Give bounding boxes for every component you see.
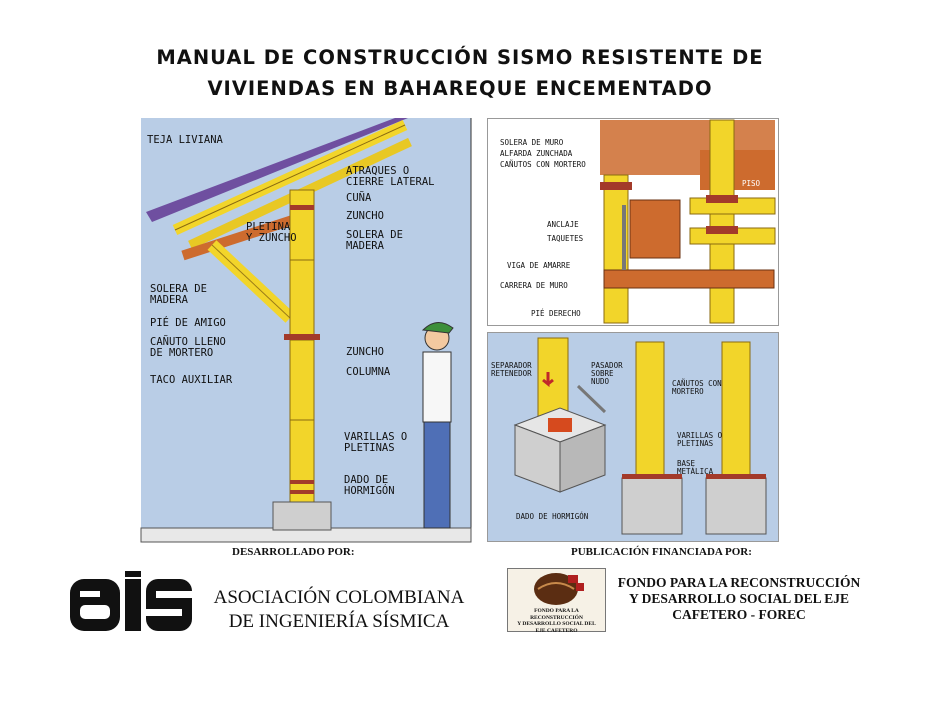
label-base-metalica: [677, 460, 713, 476]
title-line-2: VIVIENDAS EN BAHAREQUE ENCEMENTADO: [207, 77, 713, 100]
label-solera-right-line-2: MADERA: [346, 240, 384, 252]
label-platina-line-2: Y ZUNCHO: [246, 232, 297, 244]
label-pasador: [591, 362, 623, 386]
label-canutos-con-mortero: [672, 380, 722, 396]
forec-caption-line-3: EJE CAFETERO: [535, 627, 578, 634]
forec-caption-line-1: FONDO PARA LA RECONSTRUCCIÓN: [530, 608, 583, 621]
forec-name: [604, 575, 874, 623]
developed-by-label: DESARROLLADO POR:: [232, 546, 355, 558]
label-varillas-br-line-2: PLETINAS: [677, 439, 714, 448]
forec-name-line-3: CAFETERO - FOREC: [672, 607, 806, 622]
label-varillas-line-2: PLETINAS: [344, 442, 395, 454]
ais-name-line-2: DE INGENIERÍA SÍSMICA: [228, 611, 450, 632]
label-pasador-line-3: NUDO: [591, 377, 610, 386]
label-solera-left-line-2: MADERA: [150, 294, 188, 306]
label-carrera-muro: CARRERA DE MURO: [500, 281, 568, 290]
label-canutos-line-1: CAÑUTOS CON: [672, 379, 722, 388]
ais-logo: [70, 571, 194, 633]
label-separador-line-1: SEPARADOR: [491, 361, 532, 370]
label-zuncho-mid: ZUNCHO: [346, 346, 384, 358]
label-solera-muro: SOLERA DE MURO: [500, 138, 564, 147]
label-base-line-1: BASE: [677, 459, 696, 468]
label-dado-hormigon: DADO DE HORMIGÓN: [516, 512, 589, 521]
label-atraques-line-1: ATRAQUES O: [346, 165, 410, 177]
label-viga-amarre: VIGA DE AMARRE: [507, 261, 571, 270]
label-separador: [491, 362, 532, 378]
label-platina-line-1: PLETINA: [246, 221, 291, 233]
label-piso: PISO: [742, 179, 761, 188]
forec-logo-caption: [508, 608, 605, 634]
label-pasador-line-2: SOBRE: [591, 369, 614, 378]
label-canuto-line-1: CAÑUTO LLENO: [150, 336, 226, 348]
forec-name-line-1: FONDO PARA LA RECONSTRUCCIÓN: [617, 575, 861, 590]
ais-name: [198, 586, 480, 634]
published-by-label: PUBLICACIÓN FINANCIADA POR:: [571, 546, 752, 558]
forec-caption-line-2: Y DESARROLLO SOCIAL DEL: [517, 621, 596, 627]
label-pie-de-amigo: PIÉ DE AMIGO: [150, 317, 226, 329]
ais-name-line-1: ASOCIACIÓN COLOMBIANA: [213, 587, 465, 608]
label-dado-line-1: DADO DE: [344, 474, 389, 486]
label-separador-line-2: RETENEDOR: [491, 369, 532, 378]
label-canutos-line-2: MORTERO: [672, 387, 704, 396]
label-atraques-line-2: CIERRE LATERAL: [346, 176, 435, 188]
label-taquetes: TAQUETES: [547, 234, 584, 243]
label-varillas-pletinas: [677, 432, 722, 448]
label-pasador-line-1: PASADOR: [591, 361, 623, 370]
label-base-line-2: METÁLICA: [677, 467, 714, 476]
label-taco-auxiliar: TACO AUXILIAR: [150, 374, 233, 386]
forec-logo: [507, 568, 606, 632]
label-cuna: CUÑA: [346, 192, 372, 204]
label-alfarda-zunchada: ALFARDA ZUNCHADA: [500, 149, 573, 158]
label-solera-right-line-1: SOLERA DE: [346, 229, 403, 241]
label-dado-line-2: HORMIGÓN: [344, 485, 395, 497]
label-teja-liviana: TEJA LIVIANA: [147, 134, 223, 146]
label-pie-derecho: PIÉ DERECHO: [531, 309, 581, 318]
label-varillas-br-line-1: VARILLAS O: [677, 431, 723, 440]
label-varillas-line-1: VARILLAS O: [344, 431, 408, 443]
label-canuto-line-2: DE MORTERO: [150, 347, 214, 359]
forec-name-line-2: Y DESARROLLO SOCIAL DEL EJE: [628, 591, 850, 606]
label-solera-left-line-1: SOLERA DE: [150, 283, 207, 295]
label-columna: COLUMNA: [346, 366, 391, 378]
label-zuncho-top: ZUNCHO: [346, 210, 384, 222]
label-canutos-mortero: CAÑUTOS CON MORTERO: [500, 160, 586, 169]
ais-logo-mark: [70, 571, 194, 633]
label-anclaje: ANCLAJE: [547, 220, 579, 229]
title-line-1: MANUAL DE CONSTRUCCIÓN SISMO RESISTENTE DE: [156, 46, 764, 69]
